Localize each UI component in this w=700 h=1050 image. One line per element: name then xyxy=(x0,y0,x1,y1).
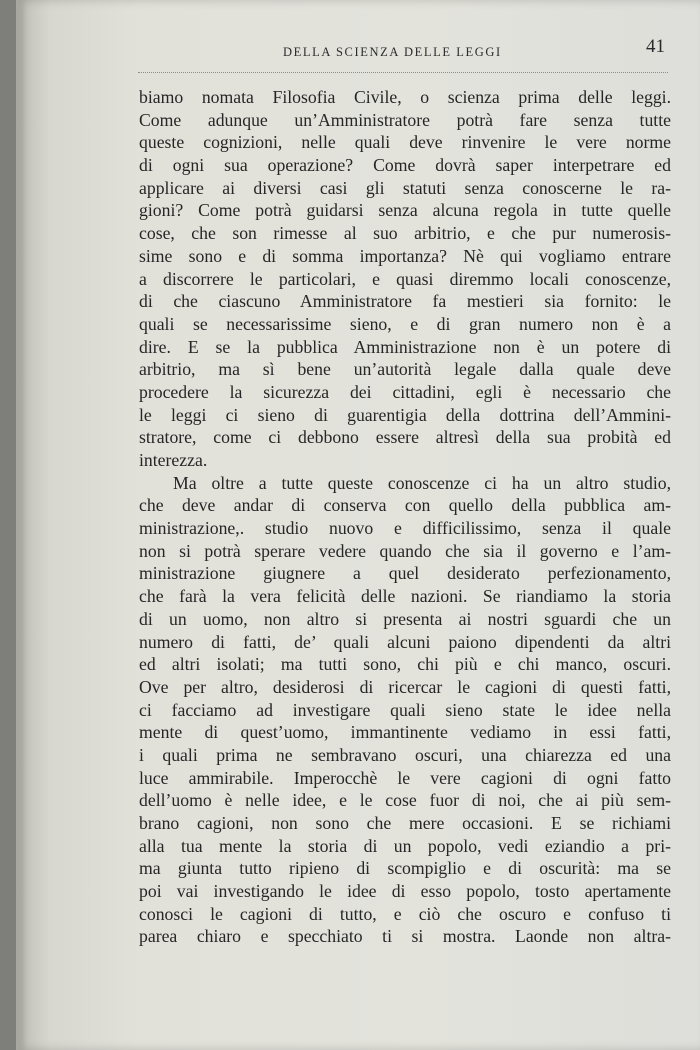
text-line: di che ciascuno Amministratore fa mestieri sia fornito: le xyxy=(139,291,671,312)
running-header-title: DELLA SCIENZA DELLE LEGGI xyxy=(283,45,502,59)
text-line: queste cognizioni, nelle quali deve rinvenire le vere norme xyxy=(139,132,671,153)
text-line: a discorrere le particolari, e quasi diremmo locali conoscenze, xyxy=(139,268,671,289)
text-line: parea chiaro e specchiato ti si mostra. Laonde non altra- xyxy=(139,926,671,947)
text-line: applicare ai diversi casi gli statuti senza conoscerne le ra- xyxy=(139,177,671,198)
text-line: brano cagioni, non sono che mere occasioni. E se richiami xyxy=(139,813,671,833)
text-line: numero di fatti, de’ quali alcuni paiono dipendenti da altri xyxy=(139,631,671,652)
text-line: alla tua mente la storia di un popolo, vedi eziandio a pri- xyxy=(139,835,671,856)
text-line: quali se necessarissime sieno, e di gran numero non è a xyxy=(139,313,671,334)
text-line: ed altri isolati; ma tutti sono, chi più e chi manco, oscuri. xyxy=(139,654,671,675)
text-line: gioni? Come potrà guidarsi senza alcuna regola in tutte quelle xyxy=(139,200,671,221)
text-line: poi vai investigando le idee di esso popolo, tosto apertamente xyxy=(139,881,671,902)
paragraph-2 xyxy=(139,472,671,948)
page-number: 41 xyxy=(646,36,665,57)
text-line: stratore, come ci debbono essere altresì della sua probità ed xyxy=(139,427,671,448)
text-line: di un uomo, non altro si presenta ai nostri sguardi che un xyxy=(139,608,671,629)
text-line: ci facciamo ad investigare quali sieno state le idee nella xyxy=(139,699,671,720)
text-line: ministrazione giugnere a quel desiderato perfezionamento, xyxy=(139,563,671,584)
text-line: che deve andar di conserva con quello della pubblica am- xyxy=(139,495,671,516)
text-line: non si potrà sperare vedere quando che sia il governo e l’am- xyxy=(139,540,671,561)
header-dotted-rule xyxy=(138,72,668,73)
text-line: interezza. xyxy=(139,450,208,470)
paragraph-1 xyxy=(139,86,671,472)
text-line: le leggi ci sieno di guarentigia della dottrina dell’Ammini- xyxy=(139,404,671,425)
text-line: Ma oltre a tutte queste conoscenze ci ha un altro studio, xyxy=(173,472,671,493)
text-line: Ove per altro, desiderosi di ricercar le cagioni di questi fatti, xyxy=(139,676,671,697)
text-line: ministrazione,. studio nuovo e difficilissimo, senza il quale xyxy=(139,518,671,539)
text-line: luce ammirabile. Imperocchè le vere cagioni di ogni fatto xyxy=(139,767,671,788)
text-line: conosci le cagioni di tutto, e ciò che oscuro e confuso ti xyxy=(139,903,671,924)
text-line: dire. E se la pubblica Amministrazione non è un potere di xyxy=(139,336,671,357)
text-line: biamo nomata Filosofia Civile, o scienza prima delle leggi. xyxy=(139,87,671,107)
text-line: cose, che son rimesse al suo arbitrio, e che pur numerosis- xyxy=(139,223,671,244)
page-gutter-shadow xyxy=(16,0,26,1050)
text-line: arbitrio, ma sì bene un’autorità legale dalla quale deve xyxy=(139,359,671,380)
text-line: dell’uomo è nelle idee, e le cose fuor di noi, che ai più sem- xyxy=(139,790,671,811)
text-line: ma giunta tutto ripieno di scompiglio e di oscurità: ma se xyxy=(139,858,671,879)
text-line: di ogni sua operazione? Come dovrà saper interpetrare ed xyxy=(139,155,671,176)
text-line: Come adunque un’Amministratore potrà fare senza tutte xyxy=(139,109,671,130)
text-line: sime sono e di somma importanza? Nè qui vogliamo entrare xyxy=(139,245,671,266)
book-page xyxy=(16,0,700,1050)
text-line: mente di quest’uomo, immantinente vediamo in essi fatti, xyxy=(139,722,671,743)
text-line: procedere la sicurezza dei cittadini, egli è necessario che xyxy=(139,381,671,402)
text-line: i quali prima ne sembravano oscuri, una chiarezza ed una xyxy=(139,744,671,765)
text-line: che farà la vera felicità delle nazioni. Se riandiamo la storia xyxy=(139,586,671,607)
body-text xyxy=(139,86,671,948)
